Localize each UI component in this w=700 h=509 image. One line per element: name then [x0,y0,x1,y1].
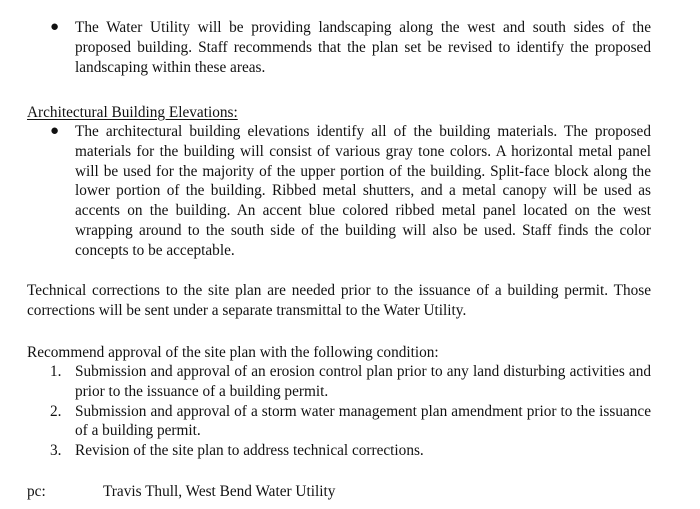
section-heading-block [27,103,651,123]
condition-item [27,402,651,442]
pc-recipient: Travis Thull, West Bend Water Utility [103,483,336,500]
recommendation-intro-text: Recommend approval of the site plan with the following condition: [27,344,439,361]
elevations-bullet-text: The architectural building elevations identify all of the building materials. The proposed materials for the building will consist of various gray tone colors. A horizontal metal panel will be used for the majority of the upper portion of the building. Split-face block along the lower portion of the building. Ribbed metal shutters, and a metal canopy will be used as accents on the building. An accent blue colored ribbed metal panel located on the west wrapping around to the south side of the building will also be used. Staff finds the color concepts to be acceptable. [75,123,651,259]
pc-line [27,482,651,502]
condition-item [27,441,651,461]
technical-corrections-text: Technical corrections to the site plan are needed prior to the issuance of a building permit. Those corrections will be sent under a separate transmittal to the Water Utility. [27,282,651,319]
condition-text: Submission and approval of a storm water management plan amendment prior to the issuance of a building permit. [75,402,651,440]
elevations-bullet [27,122,651,261]
condition-text: Submission and approval of an erosion control plan prior to any land disturbing activities and prior to the issuance of a building permit. [75,363,651,400]
condition-text: Revision of the site plan to address technical corrections. [75,442,424,460]
pc-label: pc: [27,483,46,500]
landscaping-bullet-text: The Water Utility will be providing landscaping along the west and south sides of the proposed building. Staff recommends that the plan set be revised to identify the proposed landscaping within these areas. [75,19,651,76]
condition-number: 3. [50,442,62,460]
recommendation-intro [27,343,651,363]
condition-item [27,362,651,402]
technical-corrections-paragraph [27,281,651,321]
section-heading: Architectural Building Elevations: [27,104,238,121]
landscaping-bullet [27,18,651,77]
condition-number: 1. [50,363,62,380]
condition-number: 2. [50,402,62,420]
conditions-list [27,362,651,461]
bullet-icon: ● [50,123,60,139]
bullet-icon: ● [50,19,60,35]
